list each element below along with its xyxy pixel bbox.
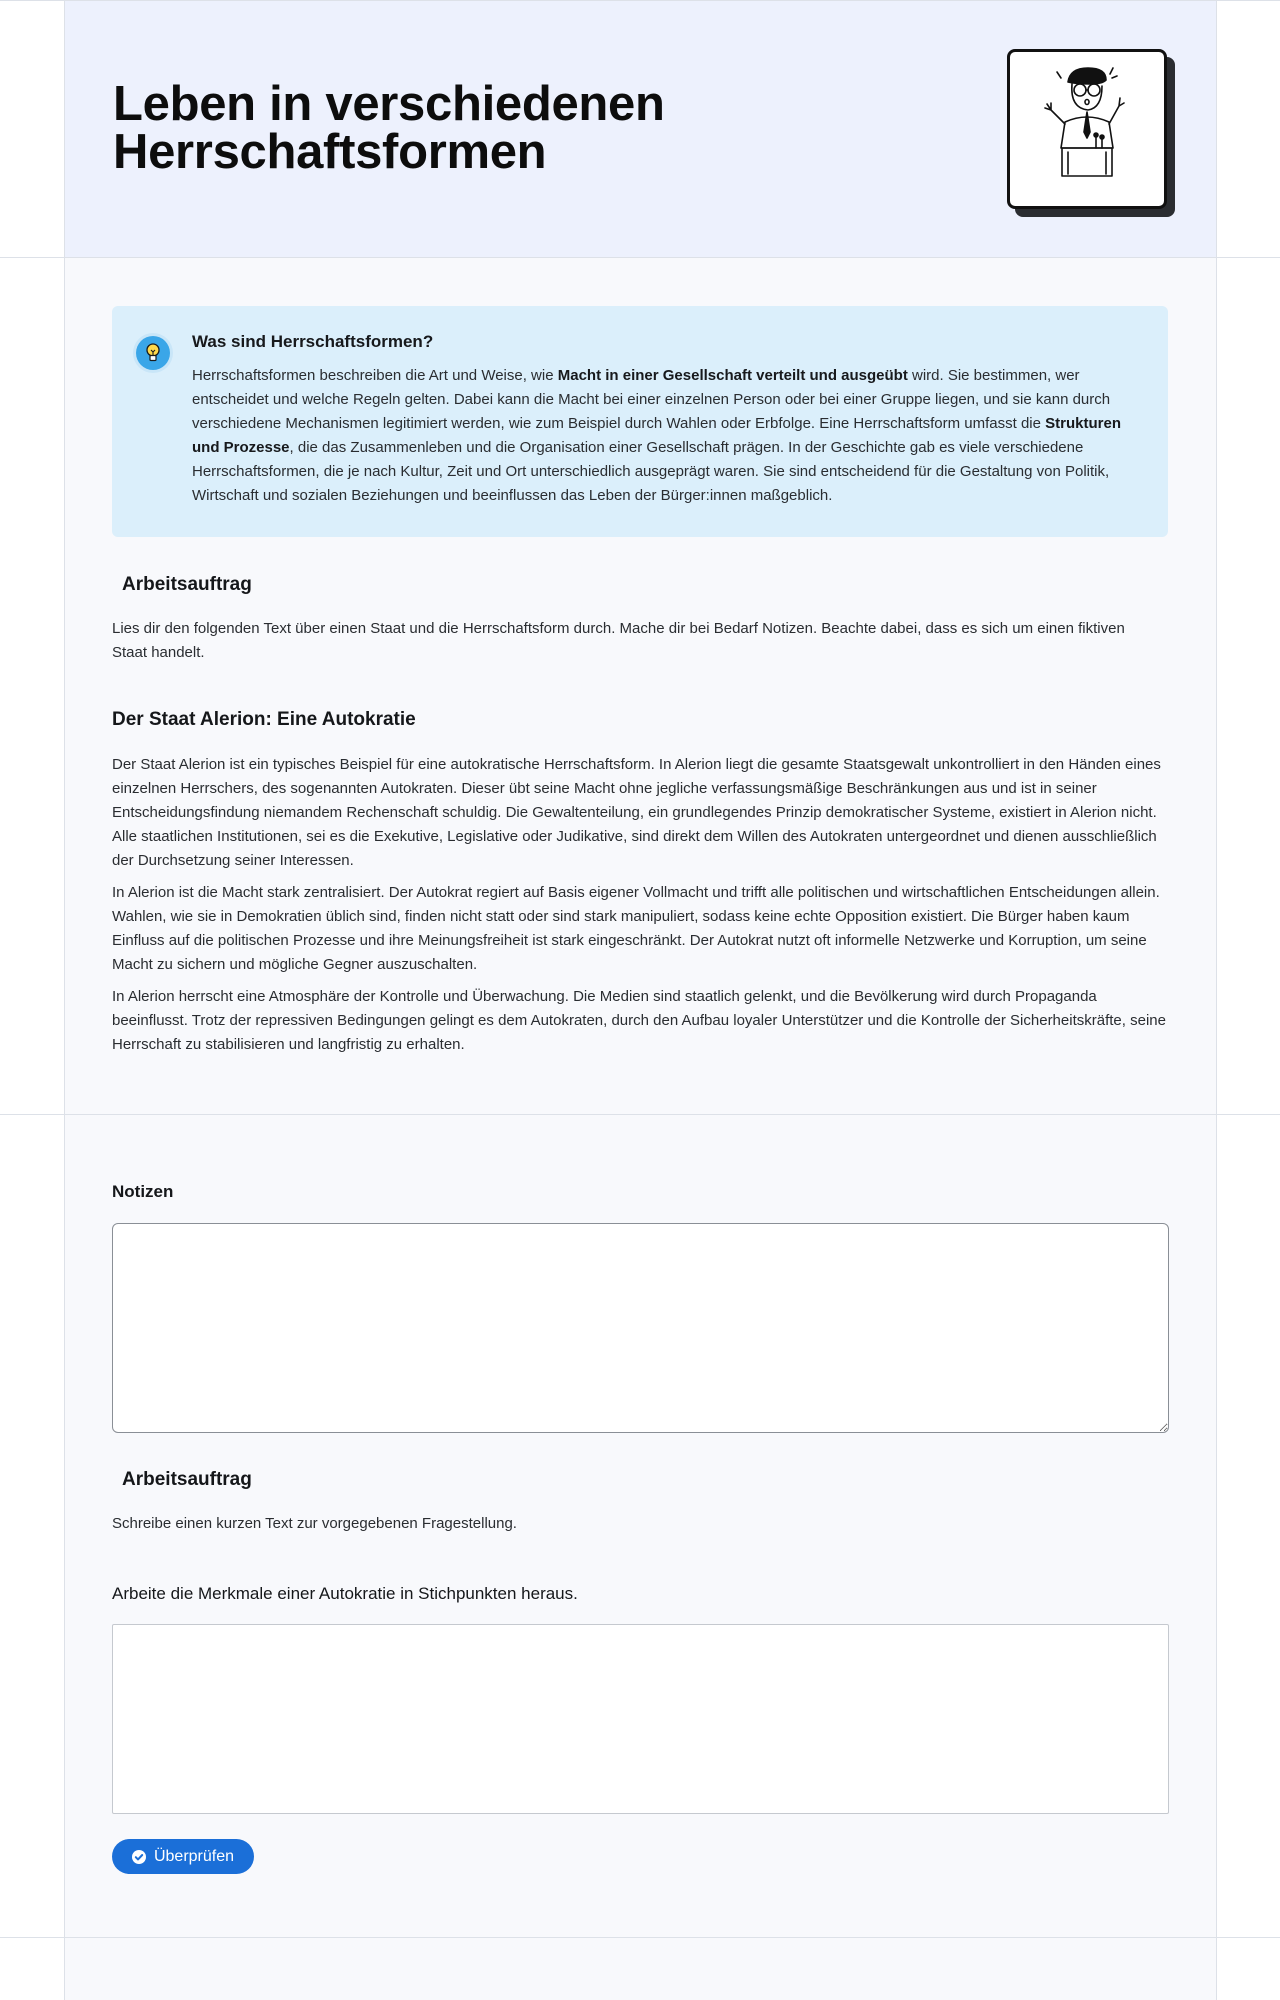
teacher-icon bbox=[1010, 52, 1164, 206]
question-text: Arbeite die Merkmale einer Autokratie in Stichpunkten heraus. bbox=[112, 1584, 578, 1603]
article-paragraph: In Alerion herrscht eine Atmosphäre der Kontrolle und Überwachung. Die Medien sind staatlich gelenkt, und die Bevölkerung wird durch Propaganda beeinflusst. Trotz der repressiven Bedingungen gelingt es dem Autokraten, durch den Aufbau loyaler Unterstützer und die Kontrolle der Sicherheitskräfte, seine Herrschaft zu stabilisieren und langfristig zu erhalten. bbox=[112, 988, 1166, 1053]
info-box bbox=[112, 306, 1168, 537]
info-title: Was sind Herrschaftsformen? bbox=[192, 332, 434, 351]
frame-line-1 bbox=[0, 257, 1280, 258]
check-button[interactable] bbox=[112, 1839, 254, 1874]
article-paragraph: In Alerion ist die Macht stark zentralisiert. Der Autokrat regiert auf Basis eigener Vollmacht und trifft alle politischen und wirtschaftlichen Entscheidungen allein. Wahlen, wie sie in Demokratien üblich sind, finden nicht statt oder sind stark manipuliert, sodass keine echte Opposition existiert. Die Bürger haben kaum Einfluss auf die politischen Prozesse und ihre Meinungsfreiheit ist stark eingeschränkt. Der Autokrat nutzt oft informelle Netzwerke und Korruption, um seine Macht zu sichern und mögliche Gegner auszuschalten. bbox=[112, 884, 1160, 973]
frame-line-top bbox=[0, 0, 1280, 1]
task-heading: Arbeitsauftrag bbox=[122, 574, 252, 595]
answer-textarea[interactable] bbox=[112, 1624, 1169, 1814]
teacher-illustration bbox=[1007, 49, 1167, 209]
info-text: Herrschaftsformen beschreiben die Art und Weise, wie Macht in einer Gesellschaft verteilt und ausgeübt wird. Sie bestimmen, wer entscheidet und welche Regeln gelten. Dabei kann die Macht bei einer einzelnen Person oder bei einer Gruppe liegen, und sie kann durch verschiedene Mechanismen legitimiert werden, wie zum Beispiel durch Wahlen oder Erbfolge. Eine Herrschaftsform umfasst die Strukturen und Prozesse, die das Zusammenleben und die Organisation einer Gesellschaft prägen. In der Geschichte gab es viele verschiedene Herrschaftsformen, die je nach Kultur, Zeit und Ort unterschiedlich ausgeprägt waren. Sie sind entscheidend für die Gestaltung von Politik, Wirtschaft und sozialen Beziehungen und beeinflussen das Leben der Bürger:innen maßgeblich. bbox=[192, 367, 1121, 504]
frame-line-left bbox=[64, 0, 65, 2000]
frame-line-2 bbox=[0, 1114, 1280, 1115]
article-heading: Der Staat Alerion: Eine Autokratie bbox=[112, 709, 416, 730]
frame-line-3 bbox=[0, 1937, 1280, 1938]
task-text: Lies dir den folgenden Text über einen Staat und die Herrschaftsform durch. Mache dir bei Bedarf Notizen. Beachte dabei, dass es sich um einen fiktiven Staat handelt. bbox=[112, 620, 1125, 661]
footer-section bbox=[64, 1938, 1216, 2000]
notes-label: Notizen bbox=[112, 1182, 174, 1201]
article-paragraph: Der Staat Alerion ist ein typisches Beispiel für eine autokratische Herrschaftsform. In Alerion liegt die gesamte Staatsgewalt unkontrolliert in den Händen eines einzelnen Herrschers, des sogenannten Autokraten. Dieser übt seine Macht ohne jegliche verfassungsmäßige Beschränkungen aus und ist in seiner Entscheidungsfindung niemandem Rechenschaft schuldig. Die Gewaltenteilung, ein grundlegendes Prinzip demokratischer Systeme, existiert in Alerion nicht. Alle staatlichen Institutionen, sei es die Exekutive, Legislative oder Judikative, sind direkt dem Willen des Autokraten untergeordnet und dienen ausschließlich der Durchsetzung seiner Interessen. bbox=[112, 756, 1161, 869]
task-heading: Arbeitsauftrag bbox=[122, 1469, 252, 1490]
lightbulb-icon bbox=[136, 336, 170, 370]
task-text: Schreibe einen kurzen Text zur vorgegebenen Fragestellung. bbox=[112, 1515, 517, 1532]
frame-line-right bbox=[1216, 0, 1217, 2000]
check-button-label: Überprüfen bbox=[153, 1847, 235, 1865]
notes-textarea[interactable] bbox=[112, 1223, 1169, 1433]
page-title: Leben in verschiedenen Herrschaftsformen bbox=[113, 77, 665, 179]
check-circle-icon bbox=[132, 1850, 146, 1864]
hero-banner bbox=[64, 0, 1216, 257]
